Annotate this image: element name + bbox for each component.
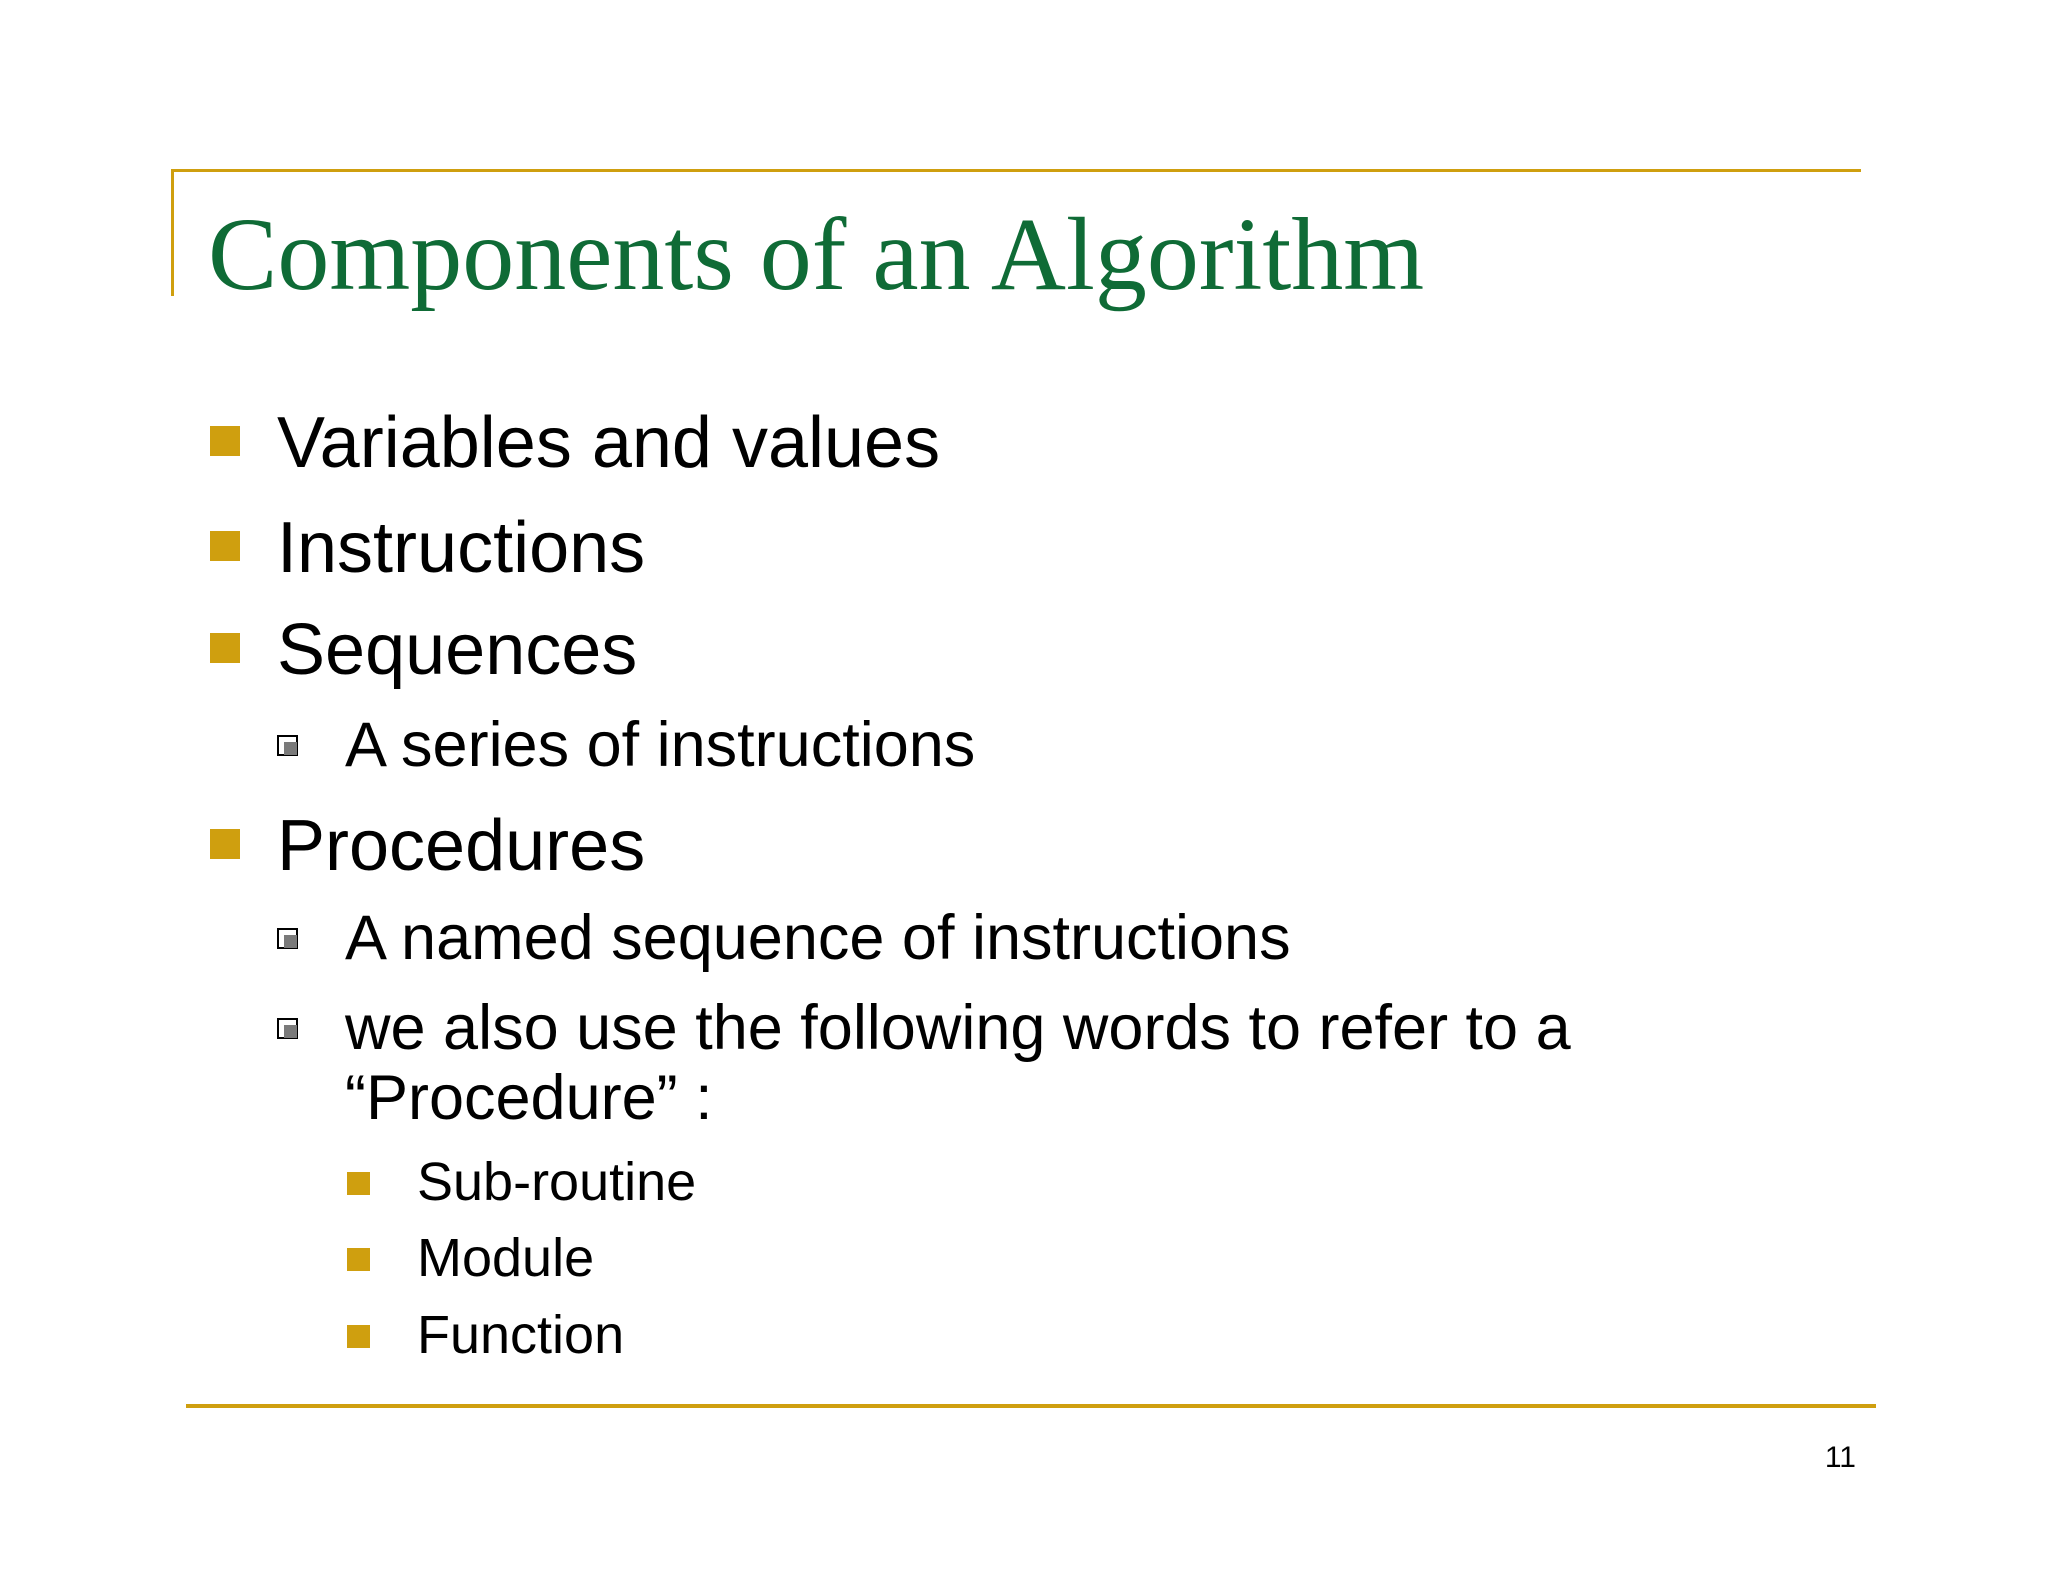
checkbox-bullet-icon: [277, 928, 298, 949]
sub-sub-bullet-text: Function: [417, 1305, 625, 1365]
sub-sub-bullet-text: Sub-routine: [417, 1152, 697, 1212]
square-bullet-icon: [210, 633, 240, 663]
square-bullet-icon: [347, 1248, 370, 1271]
square-bullet-icon: [210, 829, 240, 859]
square-bullet-icon: [347, 1172, 370, 1195]
checkbox-bullet-icon: [277, 735, 298, 756]
title-frame-left-line: [171, 169, 174, 296]
square-bullet-icon: [210, 531, 240, 561]
bullet-text: Variables and values: [277, 403, 941, 483]
slide-title: Components of an Algorithm: [208, 197, 1425, 312]
sub-bullet-text: A named sequence of instructions: [345, 903, 1291, 973]
page-number: 11: [1824, 1441, 1856, 1474]
bullet-text: Sequences: [277, 610, 638, 690]
sub-bullet-text: A series of instructions: [345, 710, 976, 780]
sub-bullet-text: we also use the following words to refer to a “Procedure” :: [345, 993, 1571, 1133]
bullet-text: Instructions: [277, 508, 646, 588]
title-frame-top-line: [171, 169, 1861, 172]
sub-sub-bullet-text: Module: [417, 1228, 595, 1288]
square-bullet-icon: [347, 1325, 370, 1348]
bullet-text: Procedures: [277, 806, 646, 886]
footer-divider-line: [186, 1404, 1876, 1408]
square-bullet-icon: [210, 426, 240, 456]
checkbox-bullet-icon: [277, 1018, 298, 1039]
